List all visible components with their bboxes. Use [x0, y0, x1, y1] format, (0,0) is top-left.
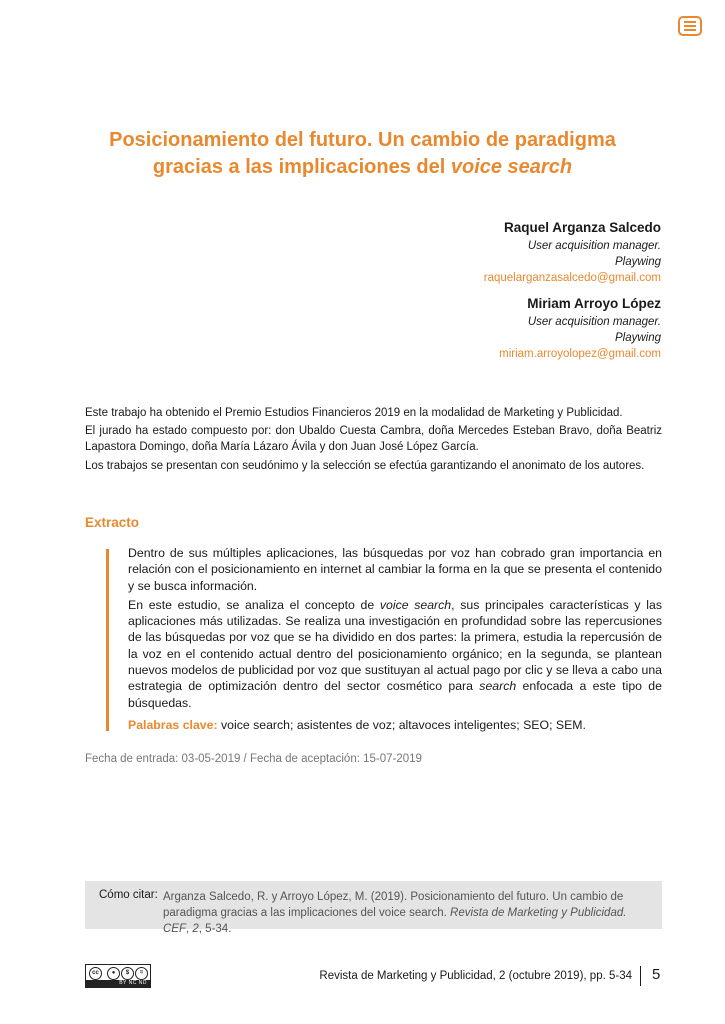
citation-text: Arganza Salcedo, R. y Arroyo López, M. (2019). Posicionamiento del futuro. Un cambio de paradigma gracias a las implicaciones del voice search. Revista de Marketing y Publicidad. CEF, 2, 5-34.: [163, 891, 627, 935]
keywords-list: voice search; asistentes de voz; altavoces inteligentes; SEO; SEM.: [217, 717, 586, 732]
license-strip: BY NC ND: [86, 980, 150, 987]
author-email-link[interactable]: raquelarganzasalcedo@gmail.com: [483, 272, 661, 284]
footer-journal: Revista de Marketing y Publicidad, 2 (octubre 2019), pp. 5-34: [319, 970, 632, 982]
author-2: [261, 294, 661, 362]
author-email-link[interactable]: miriam.arroyolopez@gmail.com: [499, 348, 661, 360]
keywords: [128, 717, 662, 733]
author-company: Playwing: [614, 256, 661, 268]
award-note: [85, 405, 662, 476]
author-name: Miriam Arroyo López: [527, 296, 661, 311]
author-list: [261, 218, 661, 362]
abstract-p2: En este estudio, se analiza el concepto de voice search, sus principales características y las aplicaciones más utilizadas. Se realiza una investigación en profundidad sobre las repercusiones de las búsquedas por voz que se ha dividido en dos partes: la primera, estudia la repercusión de la voz en el contenido actual dentro del posicionamiento orgánico; en la segunda, se plantean nuevos modelos de publicidad por voz que sustituyan al actual pago por clic y se lleva a cabo una estrategia de optimización dentro del sector cosmético para search enfocada a este tipo de búsquedas.: [128, 597, 662, 710]
menu-icon[interactable]: [678, 16, 702, 36]
by-icon: ●: [107, 967, 120, 980]
creative-commons-license-icon[interactable]: [85, 964, 151, 988]
abstract-accent-bar: [106, 549, 109, 731]
submission-dates: Fecha de entrada: 03-05-2019 / Fecha de aceptación: 15-07-2019: [85, 753, 422, 765]
abstract-p1: Dentro de sus múltiples aplicaciones, las búsquedas por voz han cobrado gran importancia en relación con el posicionamiento en internet al cambiar la forma en la que se presenta el contenido y se busca información.: [128, 546, 662, 593]
abstract-body: [128, 545, 662, 736]
cc-icon: cc: [89, 967, 102, 980]
article-title: [40, 127, 685, 181]
author-role: User acquisition manager.: [527, 240, 661, 252]
footer-divider: [640, 966, 641, 986]
citation-box: [85, 881, 662, 935]
award-note-p1: Este trabajo ha obtenido el Premio Estudios Financieros 2019 en la modalidad de Marketing y Publicidad.: [85, 407, 623, 419]
title-line-1: Posicionamiento del futuro. Un cambio de paradigma: [109, 129, 616, 151]
keywords-label: Palabras clave:: [128, 717, 218, 732]
title-line-2: gracias a las implicaciones del voice search: [152, 156, 573, 178]
abstract-heading: Extracto: [85, 515, 140, 530]
citation-label: Cómo citar:: [99, 889, 158, 901]
author-role: User acquisition manager.: [527, 316, 661, 328]
author-1: [261, 218, 661, 286]
nc-icon: $: [121, 967, 134, 980]
nd-icon: =: [135, 967, 148, 980]
author-company: Playwing: [614, 332, 661, 344]
page-number: 5: [652, 966, 661, 983]
award-note-p2: El jurado ha estado compuesto por: don Ubaldo Cuesta Cambra, doña Mercedes Esteban Bravo, doña Beatriz Lapastora Domingo, doña María Lázaro Ávila y don Juan José López García.: [85, 425, 662, 454]
author-name: Raquel Arganza Salcedo: [503, 220, 661, 235]
award-note-p3: Los trabajos se presentan con seudónimo y la selección se efectúa garantizando el anonimato de los autores.: [85, 459, 645, 472]
